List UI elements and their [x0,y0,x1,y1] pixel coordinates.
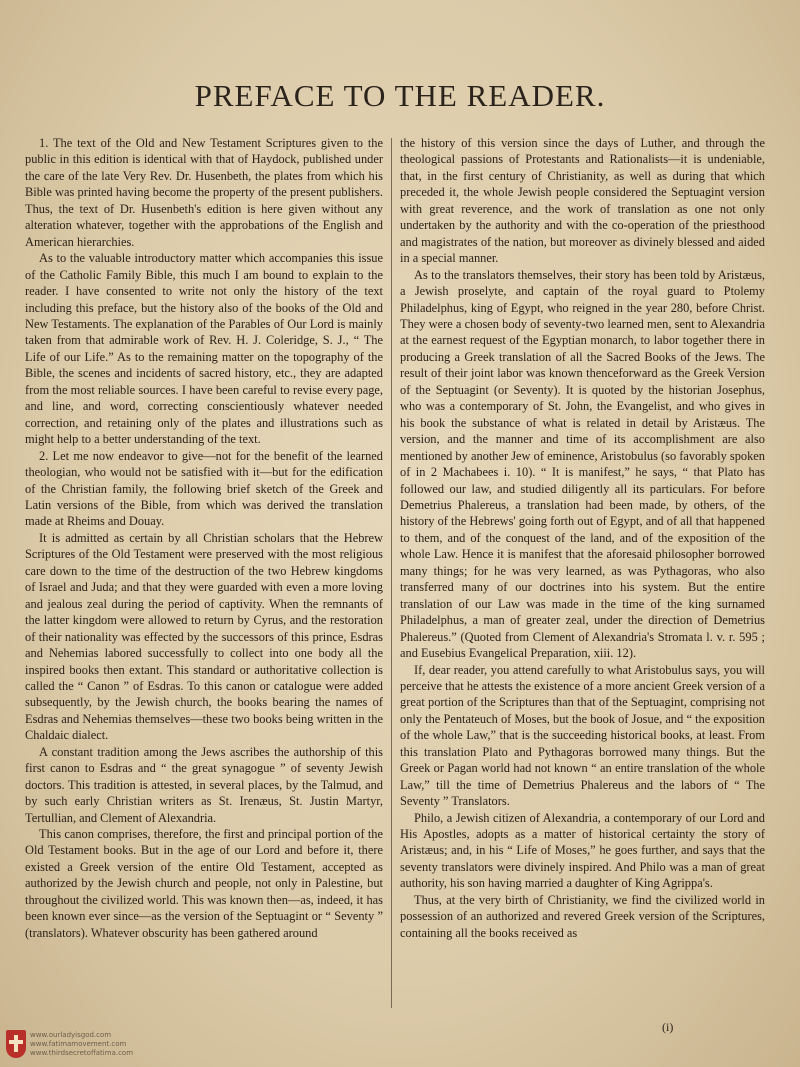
paragraph: Philo, a Jewish citizen of Alexandria, a contemporary of our Lord and His Apostles, adopts as a matter of historical certainty the story of Aristæus; and, in his “ Life of Moses,” he goes further, and says that the seventy translators were divinely inspired. And Philo was a man of great authority, his son having married a daughter of King Agrippa's. [400,810,765,891]
paragraph: It is admitted as certain by all Christian scholars that the Hebrew Scriptures of the Old Testament were preserved with the most religious care down to the time of the destruction of the two Hebrew kingdoms of Israel and Juda; and that they were guarded with even a more loving and jealous zeal during the period of captivity. When the remnants of the latter kingdom were allowed to return by Cyrus, and the restoration of their nationality was effected by the successors of this prince, Esdras and Nehemias labored successfully to collect into one body all the inspired books then extant. This standard or authoritative collection is called the “ Canon ” of Esdras. To this canon or catalogue were added subsequently, by the Jewish church, the books bearing the names of Esdras and Nehemias themselves—these two books being written in the Chaldaic dialect. [25,530,383,743]
seal-icon [6,1030,26,1058]
paragraph: the history of this version since the days of Luther, and through the theological passions of Protestants and Rationalists—it is undeniable, that, in the first century of Christianity, as well as during that which preceded it, the whole Jewish people considered the Septuagint version with great reverence, and the work of translation as one not only undertaken by the authority and with the co-operation of the priesthood and magistrates of the nation, but moreover as divinely blessed and aided in a special manner. [400,136,765,266]
watermark-url: www.thirdsecretoffatima.com [30,1048,134,1057]
paragraph: 2. Let me now endeavor to give—not for the benefit of the learned theologian, who would not be satisfied with it—but for the edification of the Christian family, the following brief sketch of the Greek and Latin versions of the Bible, from which was derived the translation made at Rheims and Douay. [25,448,383,529]
paragraph: A constant tradition among the Jews ascribes the authorship of this first canon to Esdras and “ the great synagogue ” of seventy Jewish doctors. This tradition is attested, in several places, by the Talmud, and by such early Christian writers as St. Irenæus, St. Justin Martyr, Tertullian, and Clement of Alexandria. [25,744,383,825]
watermark-url: www.ourladyisgod.com [30,1030,112,1039]
paragraph: 1. The text of the Old and New Testament Scriptures given to the public in this edition is identical with that of Haydock, published under the care of the late Very Rev. Dr. Husenbeth, the plates from which his Bible was printed having become the property of the present publishers. Thus, the text of Dr. Husenbeth's edition is here given without any alteration whatever, together with the approbations of the English and American hierarchies. [25,136,383,249]
right-column [400,135,765,941]
paragraph: Thus, at the very birth of Christianity, we find the civilized world in possession of an authorized and revered Greek version of the Scriptures, containing all the books received as [400,892,765,940]
watermark [6,1030,133,1058]
page-number: (i) [662,1020,674,1034]
paragraph: This canon comprises, therefore, the first and principal portion of the Old Testament books. But in the age of our Lord and before it, there existed a Greek version of the entire Old Testament, accepted as authorized by the Jewish church and people, not only in Palestine, but throughout the civilized world. This was known then—as, indeed, it has been known ever since—as the version of the Septuagint or “ Seventy ” (translators). Whatever obscurity has been gathered around [25,827,383,940]
paragraph: As to the translators themselves, their story has been told by Aristæus, a Jewish proselyte, and captain of the royal guard to Ptolemy Philadelphus, king of Egypt, who reigned in the year 280, before Christ. They were a chosen body of seventy-two learned men, sent to Alexandria at the earnest request of the Egyptian monarch, to labor together there in producing a Greek translation of all the Sacred Books of the Jews. The result of their joint labor was known thenceforward as the Greek Version of the Septuagint (or Seventy). It is quoted by the historian Josephus, who was a contemporary of St. John, the Evangelist, and who gives in his book the substance of what is related in detail by Aristæus. The version, and the manner and time of its accomplishment are also mentioned by another Jew of eminence, Aristobulus (so favorably spoken of in 2 Machabees i. 10). “ It is manifest,” he says, “ that Plato has followed our law, and studied diligently all its particulars. For before Demetrius Phalereus, a translation had been made, by others, of the history of the Hebrews' going forth out of Egypt, and of all that happened to them, and of the conquest of the land, and of the exposition of the whole Law. Hence it is manifest that the aforesaid philosopher borrowed many things; for he was very learned, as was Pythagoras, who also transferred many of our doctrines into his system. But the entire translation of our Law was made in the time of the king surnamed Philadelphus, a man of greater zeal, under the direction of Demetrius Phalereus.” (Quoted from Clement of Alexandria's Stromata l. v. r. 595 ; and Eusebius Evangelical Preparation, xiii. 12). [400,267,765,661]
column-divider [391,138,392,1008]
page-title: PREFACE TO THE READER. [194,78,606,113]
left-column [25,135,383,941]
watermark-url: www.fatimamovement.com [30,1039,127,1048]
paragraph: If, dear reader, you attend carefully to what Aristobulus says, you will perceive that he attests the existence of a more ancient Greek version of a great portion of the Scriptures than that of the Septuagint, comprising not only the Pentateuch of Moses, but the book of Josue, and “ the exposition of the whole Law,” that is the succeeding historical books, at least. From this translation Plato and Pythagoras borrowed many things. But the Greek or Pagan world had not known “ an entire translation of the whole Law,” till the time of Demetrius Phalereus and the labors of “ The Seventy ” Translators. [400,662,765,809]
paragraph: As to the valuable introductory matter which accompanies this issue of the Catholic Family Bible, this much I am bound to explain to the reader. I have consented to write not only the history of the text including this preface, but the history also of the books of the Old and New Testaments. The explanation of the Parables of Our Lord is mainly taken from that admirable work of Rev. H. J. Coleridge, S. J., “ The Life of our Life.” As to the remaining matter on the topography of the Bible, the scenes and incidents of sacred history, etc., they are adapted from the most reliable sources. I have been careful to revise every page, and line, and word, correcting conscientiously whatever needed correction, and retaining only of the plates and illustrations such as might help to a better understanding of the text. [25,251,383,447]
